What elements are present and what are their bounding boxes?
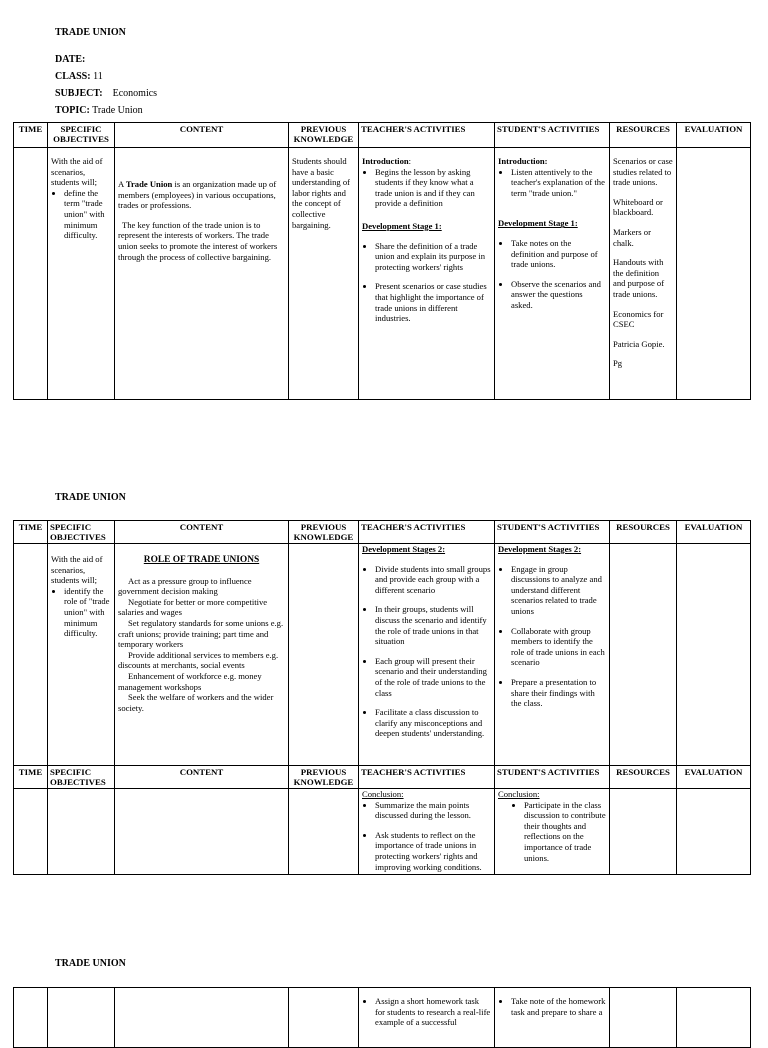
list-item: • Collaborate with group members to identify the role of trade unions in each scenario [511, 626, 606, 668]
col-time: TIME [14, 766, 48, 789]
col-evaluation: EVALUATION [677, 521, 751, 544]
col-previous-knowledge: PREVIOUS KNOWLEDGE [289, 521, 359, 544]
student-activities-cell [495, 789, 610, 875]
content-cell [115, 789, 289, 875]
teacher-dev-label: Development Stages 2: [362, 544, 446, 554]
subject-line: SUBJECT: Economics [55, 88, 158, 99]
date-line: DATE: [55, 54, 86, 65]
list-item: • Share the definition of a trade union and explain its purpose in protecting workers' rights [375, 241, 491, 273]
content-heading: ROLE OF TRADE UNIONS [143, 555, 260, 565]
col-evaluation: EVALUATION [677, 123, 751, 148]
resource-item: Pg [613, 358, 623, 369]
objectives-cell [48, 789, 115, 875]
lesson-table-1 [13, 122, 751, 400]
previous-knowledge-cell [289, 544, 359, 766]
resources-cell [610, 789, 677, 875]
role-item: Provide additional services to members e.g. discounts at merchants, social events [118, 649, 279, 671]
table-header-row [14, 521, 751, 544]
col-time: TIME [14, 123, 48, 148]
resources-cell [610, 988, 677, 1048]
col-student-activities: STUDENT'S ACTIVITIES [495, 766, 610, 789]
role-item: Seek the welfare of workers and the wider society. [118, 692, 274, 713]
list-item: • In their groups, students will discuss the scenario and identify the role of trade unions in that situation [375, 604, 491, 646]
student-activities-cell [495, 148, 610, 400]
lesson-table-3 [13, 987, 751, 1048]
objectives-cell [48, 544, 115, 766]
col-resources: RESOURCES [610, 521, 677, 544]
teacher-activities-cell [359, 789, 495, 875]
evaluation-cell [677, 148, 751, 400]
col-student-activities: STUDENT'S ACTIVITIES [495, 123, 610, 148]
role-item: Enhancement of workforce e.g. money management workshops [118, 670, 262, 692]
teacher-activities-cell: Introduction: • Begins the lesson by asking students if they know what a trade union is and if they can provide a definition Development Stage 1: • Share the definition of a trade union and explain its purpose in protecting workers' rights • Present scenarios or case studies that highlight the importance of trade unions in different industries. [359, 148, 495, 400]
col-resources: RESOURCES [610, 766, 677, 789]
previous-knowledge-cell [289, 789, 359, 875]
class-line: CLASS: 11 [55, 71, 103, 82]
content-cell [115, 148, 289, 400]
list-item: • Assign a short homework task for students to research a real-life example of a successful [375, 996, 491, 1028]
col-student-activities: STUDENT'S ACTIVITIES [495, 521, 610, 544]
col-objectives: SPECIFIC OBJECTIVES [48, 766, 115, 789]
resources-cell [610, 148, 677, 400]
objectives-intro: With the aid of scenarios, students will; [51, 554, 103, 586]
col-teacher-activities: TEACHER'S ACTIVITIES [359, 521, 495, 544]
time-cell [14, 148, 48, 400]
role-item: Set regulatory standards for some unions e.g. craft unions; provide training; part time and temporary workers [118, 617, 284, 650]
teacher-intro-item: • Begins the lesson by asking students if they know what a trade union is and if they can provide a definition [375, 167, 491, 209]
objectives-intro: With the aid of scenarios, students will; [51, 156, 103, 188]
list-item: • Each group will present their scenario and their understanding of the role of trade unions to the class [375, 656, 491, 698]
content-paragraph-1: A Trade Union is an organization made up of members (employees) in various occupations, trades or professions. [118, 179, 277, 211]
role-item: Act as a pressure group to influence government decision making [118, 575, 252, 597]
table-row [14, 544, 751, 766]
col-previous-knowledge: PREVIOUS KNOWLEDGE [289, 766, 359, 789]
teacher-activities-cell [359, 988, 495, 1048]
resource-item: Patricia Gopie. [613, 338, 665, 349]
previous-knowledge-cell: Students should have a basic understanding of labor rights and the concept of collective bargaining. [289, 148, 359, 400]
resource-item: Scenarios or case studies related to trade unions. [613, 156, 673, 188]
col-content: CONTENT [115, 766, 289, 789]
list-item: • Facilitate a class discussion to clarify any misconceptions and deepen students' understanding. [375, 707, 491, 739]
table-row [14, 148, 751, 400]
list-item: • Take notes on the definition and purpose of trade unions. [511, 238, 606, 270]
objectives-cell [48, 988, 115, 1048]
topic-line: TOPIC: Trade Union [55, 105, 143, 116]
table-row [14, 988, 751, 1048]
student-intro-item: • Listen attentively to the teacher's explanation of the term "trade union." [511, 167, 606, 199]
objective-item: • define the term "trade union" with minimum difficulty. [64, 188, 111, 241]
section-3-title: TRADE UNION [55, 958, 126, 969]
time-cell [14, 789, 48, 875]
list-item: • Present scenarios or case studies that highlight the importance of trade unions in different industries. [375, 281, 491, 323]
list-item: • Summarize the main points discussed during the lesson. [375, 800, 491, 821]
col-objectives: SPECIFIC OBJECTIVES [48, 521, 115, 544]
resource-item: Whiteboard or blackboard. [613, 196, 663, 218]
teacher-intro-label: Introduction [362, 156, 409, 166]
evaluation-cell [677, 544, 751, 766]
list-item: • Prepare a presentation to share their findings with the class. [511, 677, 606, 709]
col-resources: RESOURCES [610, 123, 677, 148]
document-title: TRADE UNION [55, 27, 126, 38]
resource-item: Economics for CSEC [613, 308, 664, 330]
teacher-dev-label: Development Stage 1: [362, 220, 442, 231]
lesson-table-2 [13, 520, 751, 875]
time-cell [14, 988, 48, 1048]
teacher-conclusion-label: Conclusion: [362, 789, 404, 799]
col-teacher-activities: TEACHER'S ACTIVITIES [359, 766, 495, 789]
list-item: • Engage in group discussions to analyze and understand different scenarios related to trade unions [511, 564, 606, 617]
evaluation-cell [677, 789, 751, 875]
resource-item: Handouts with the definition and purpose of trade unions. [613, 257, 665, 299]
col-evaluation: EVALUATION [677, 766, 751, 789]
role-item: Negotiate for better or more competitive salaries and wages [118, 596, 268, 618]
col-teacher-activities: TEACHER'S ACTIVITIES [359, 123, 495, 148]
col-time: TIME [14, 521, 48, 544]
content-cell [115, 988, 289, 1048]
section-2-title: TRADE UNION [55, 492, 126, 503]
col-content: CONTENT [115, 123, 289, 148]
table-header-row [14, 123, 751, 148]
student-activities-cell [495, 988, 610, 1048]
col-objectives: SPECIFIC OBJECTIVES [48, 123, 115, 148]
student-dev-label: Development Stages 2: [498, 544, 582, 554]
col-previous-knowledge: PREVIOUS KNOWLEDGE [289, 123, 359, 148]
content-paragraph-2: The key function of the trade union is to represent the interests of workers. The trade union seeks to promote the interest of workers through the process of collective bargaining. [118, 219, 278, 262]
list-item: • Take note of the homework task and prepare to share a [511, 996, 606, 1017]
evaluation-cell [677, 988, 751, 1048]
student-activities-cell [495, 544, 610, 766]
list-item: • Observe the scenarios and answer the questions asked. [511, 279, 606, 311]
table-header-row [14, 766, 751, 789]
time-cell [14, 544, 48, 766]
list-item: • Ask students to reflect on the importance of trade unions in protecting workers' rights and improving working conditions. [375, 830, 491, 872]
student-conclusion-label: Conclusion: [498, 789, 540, 799]
teacher-activities-cell [359, 544, 495, 766]
resource-item: Markers or chalk. [613, 226, 651, 248]
student-dev-label: Development Stage 1: [498, 218, 578, 229]
table-row [14, 789, 751, 875]
col-content: CONTENT [115, 521, 289, 544]
student-intro-label: Introduction: [498, 156, 548, 166]
previous-knowledge-cell [289, 988, 359, 1048]
list-item: • Participate in the class discussion to contribute their thoughts and reflections on the importance of trade unions. [524, 800, 606, 864]
objectives-cell [48, 148, 115, 400]
resources-cell [610, 544, 677, 766]
list-item: • Divide students into small groups and provide each group with a different scenario [375, 564, 491, 596]
content-cell [115, 544, 289, 766]
objective-item: • identify the role of "trade union" with minimum difficulty. [64, 586, 111, 639]
